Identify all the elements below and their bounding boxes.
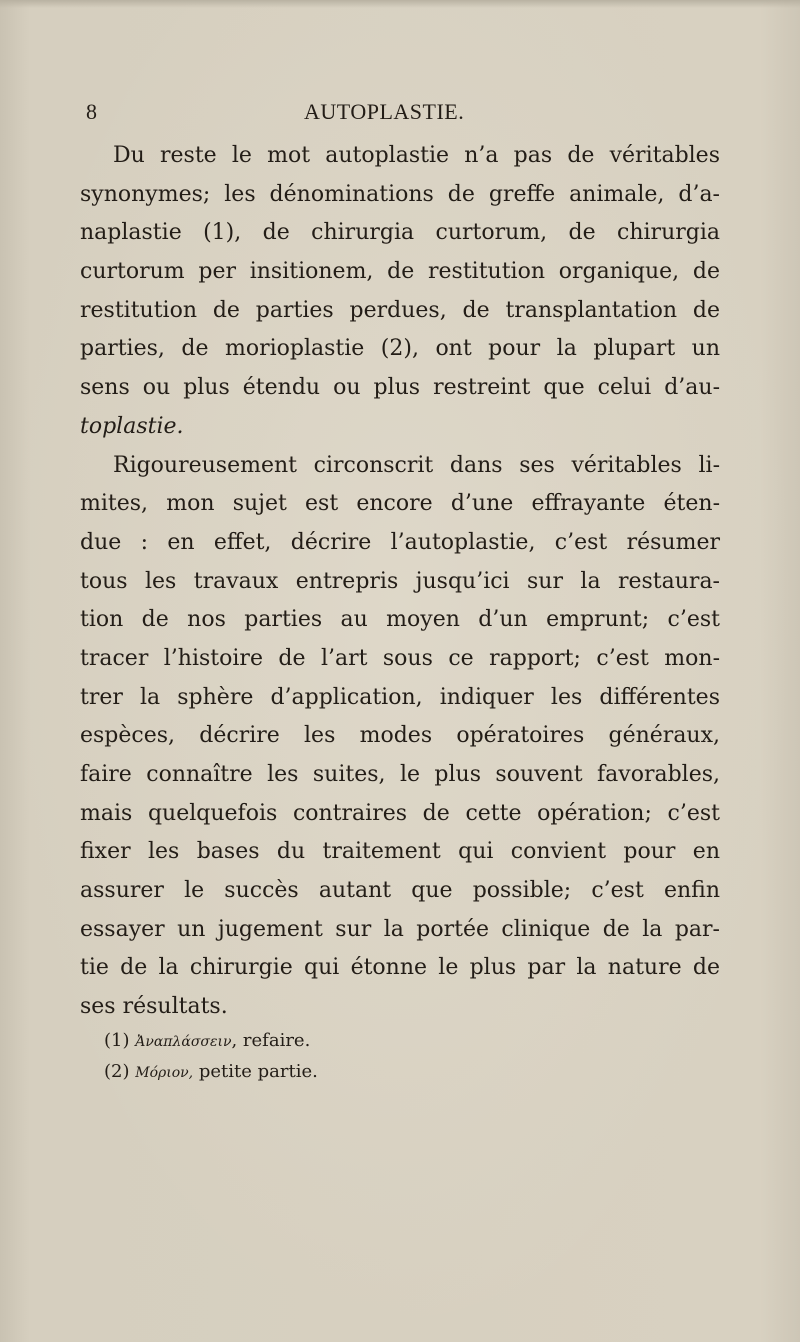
running-title: AUTOPLASTIE. <box>304 99 465 124</box>
footnote <box>104 1056 604 1087</box>
text-line: assurer le succès autant que possible; c’est enfin <box>80 878 720 904</box>
text-line: essayer un jugement sur la portée clinique de la par- <box>80 916 720 942</box>
footnote-marker: (2) <box>104 1061 130 1082</box>
text-line: sens ou plus étendu ou plus restreint que celui d’au- <box>80 375 720 401</box>
page-number: 8 <box>86 99 97 124</box>
text-line: synonymes; les dénominations de greffe animale, d’a- <box>80 181 720 207</box>
text-line: tracer l’histoire de l’art sous ce rapport; c’est mon- <box>80 645 720 671</box>
text-line: mites, mon sujet est encore d’une effrayante éten- <box>80 491 720 517</box>
footnote-greek: Μόριον, <box>135 1065 194 1081</box>
text-line: tie de la chirurgie qui étonne le plus par la nature de <box>80 955 720 981</box>
text-line: naplastie (1), de chirurgia curtorum, de chirurgia <box>80 220 720 246</box>
text-line: mais quelquefois contraires de cette opération; c’est <box>80 800 720 826</box>
text-line: Du reste le mot autoplastie n’a pas de véritables <box>113 143 720 168</box>
page-edge-shadow <box>0 0 800 8</box>
footnote-text: petite partie. <box>193 1061 318 1082</box>
page-header <box>0 99 800 133</box>
text-line: toplastie. <box>80 413 184 439</box>
text-line: tous les travaux entrepris jusqu’ici sur la restaura- <box>80 568 720 594</box>
text-line: espèces, décrire les modes opératoires généraux, <box>80 723 720 749</box>
body-text <box>80 137 720 1027</box>
footnote-marker: (1) <box>104 1030 130 1051</box>
text-line: restitution de parties perdues, de transplantation de <box>80 297 720 323</box>
footnotes <box>104 1025 604 1087</box>
footnote <box>104 1025 604 1056</box>
text-line: fixer les bases du traitement qui convient pour en <box>80 839 720 865</box>
text-line: parties, de morioplastie (2), ont pour la plupart un <box>80 336 720 362</box>
text-line: ses résultats. <box>80 994 228 1020</box>
text-line: tion de nos parties au moyen d’un emprunt; c’est <box>80 607 720 633</box>
text-line: curtorum per insitionem, de restitution organique, de <box>80 259 720 285</box>
footnote-greek: Ἀναπλάσσειν <box>135 1034 232 1050</box>
text-line: trer la sphère d’application, indiquer les différentes <box>80 684 720 710</box>
text-line: due : en effet, décrire l’autoplastie, c’est résumer <box>80 529 720 555</box>
footnote-text: , refaire. <box>231 1030 311 1051</box>
text-line: Rigoureusement circonscrit dans ses véritables li- <box>113 452 720 478</box>
text-line: faire connaître les suites, le plus souvent favorables, <box>80 762 720 787</box>
